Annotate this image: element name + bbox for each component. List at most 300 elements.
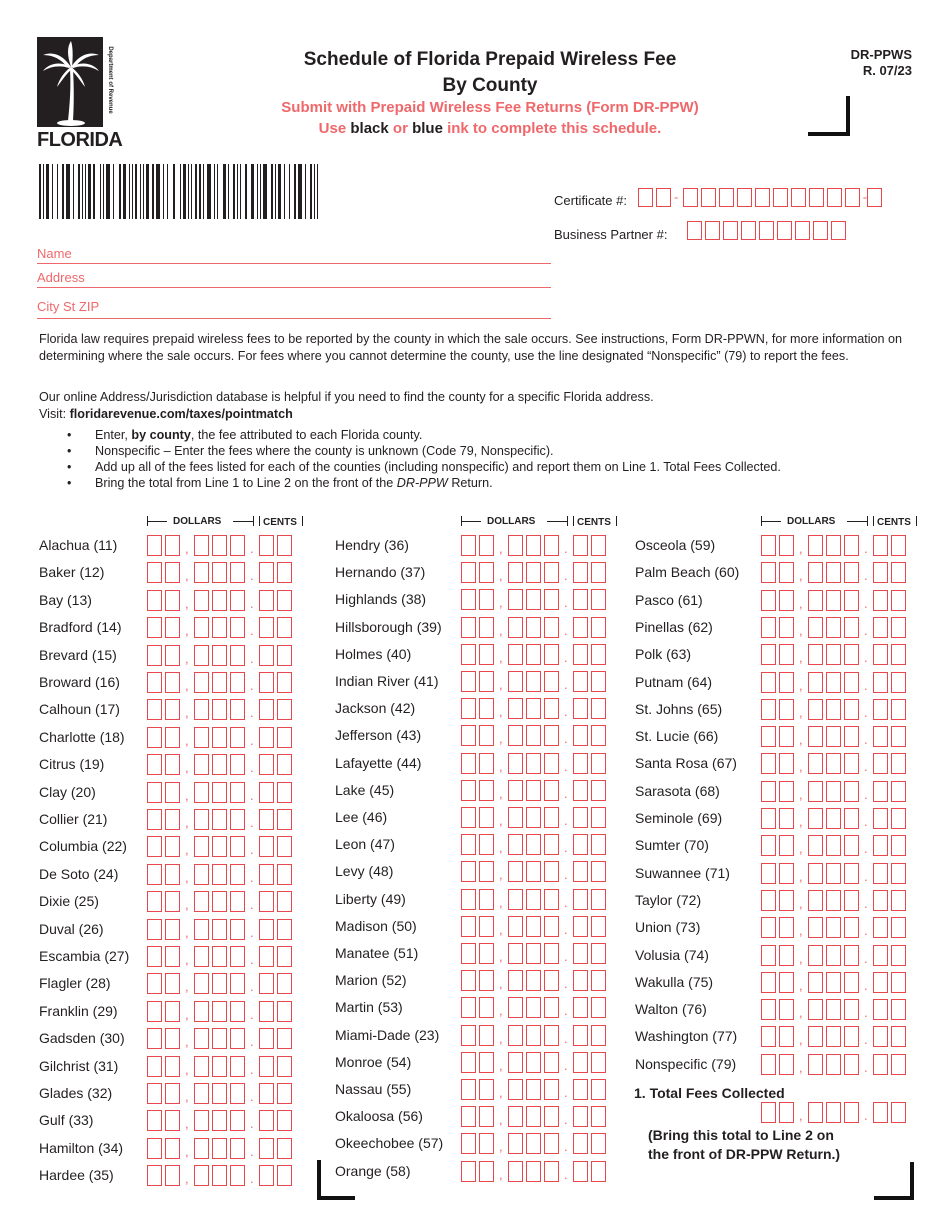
digit-box[interactable] [873,617,888,638]
digit-box[interactable] [165,973,180,994]
digit-box[interactable] [508,644,523,665]
county-fee-input[interactable] [147,891,297,913]
digit-box[interactable] [808,617,823,638]
county-fee-input[interactable] [147,645,297,667]
digit-box[interactable] [526,617,541,638]
digit-box[interactable] [526,943,541,964]
county-fee-input[interactable] [761,781,911,803]
digit-box[interactable] [194,1083,209,1104]
digit-box[interactable] [212,1028,227,1049]
digit-box[interactable] [479,617,494,638]
county-fee-input[interactable] [461,671,611,693]
digit-box[interactable] [212,946,227,967]
county-fee-input[interactable] [761,999,911,1021]
digit-box[interactable] [165,727,180,748]
digit-box[interactable] [212,1083,227,1104]
county-fee-input[interactable] [147,1138,297,1160]
digit-box[interactable] [591,617,606,638]
digit-box[interactable] [212,1110,227,1131]
digit-box[interactable] [573,780,588,801]
digit-box[interactable] [461,889,476,910]
digit-box[interactable] [230,1138,245,1159]
digit-box[interactable] [461,834,476,855]
digit-box[interactable] [526,589,541,610]
digit-box[interactable] [479,943,494,964]
digit-box[interactable] [212,891,227,912]
digit-box[interactable] [573,916,588,937]
digit-box[interactable] [259,1056,274,1077]
digit-box[interactable] [259,1083,274,1104]
digit-box[interactable] [779,699,794,720]
digit-box[interactable] [761,972,776,993]
county-fee-input[interactable] [761,726,911,748]
digit-box[interactable] [508,1079,523,1100]
digit-box[interactable] [277,1028,292,1049]
digit-box[interactable] [230,1110,245,1131]
digit-box[interactable] [479,861,494,882]
digit-box[interactable] [544,1161,559,1182]
county-fee-input[interactable] [147,1110,297,1132]
digit-box[interactable] [573,943,588,964]
digit-box[interactable] [461,861,476,882]
digit-box[interactable] [461,1025,476,1046]
digit-box[interactable] [891,1102,906,1123]
digit-box[interactable] [844,699,859,720]
digit-box[interactable] [808,699,823,720]
digit-box[interactable] [165,1001,180,1022]
digit-box[interactable] [591,1133,606,1154]
digit-box[interactable] [194,1110,209,1131]
digit-box[interactable] [461,671,476,692]
digit-box[interactable] [873,672,888,693]
county-fee-input[interactable] [761,562,911,584]
digit-box[interactable] [591,943,606,964]
digit-box[interactable] [194,699,209,720]
digit-box[interactable] [544,1133,559,1154]
digit-box[interactable] [808,562,823,583]
digit-box[interactable] [544,644,559,665]
county-fee-input[interactable] [147,836,297,858]
digit-box[interactable] [479,1161,494,1182]
digit-box[interactable] [461,725,476,746]
digit-box[interactable] [147,727,162,748]
digit-box[interactable] [526,834,541,855]
digit-box[interactable] [165,562,180,583]
county-fee-input[interactable] [147,1083,297,1105]
digit-box[interactable] [479,644,494,665]
digit-box[interactable] [891,644,906,665]
digit-box[interactable] [779,781,794,802]
county-fee-input[interactable] [147,672,297,694]
county-fee-input[interactable] [761,972,911,994]
digit-box[interactable] [573,535,588,556]
county-fee-input[interactable] [461,807,611,829]
digit-box[interactable] [573,1079,588,1100]
digit-box[interactable] [526,753,541,774]
digit-box[interactable] [873,835,888,856]
digit-box[interactable] [761,890,776,911]
digit-box[interactable] [779,753,794,774]
digit-box[interactable] [461,1161,476,1182]
digit-box[interactable] [194,672,209,693]
digit-box[interactable] [147,919,162,940]
digit-box[interactable] [277,1056,292,1077]
county-fee-input[interactable] [147,1165,297,1187]
county-fee-input[interactable] [461,997,611,1019]
digit-box[interactable] [591,834,606,855]
digit-box[interactable] [461,589,476,610]
county-fee-input[interactable] [147,864,297,886]
digit-box[interactable] [873,890,888,911]
digit-box[interactable] [526,644,541,665]
digit-box[interactable] [277,754,292,775]
digit-box[interactable] [891,999,906,1020]
digit-box[interactable] [779,890,794,911]
digit-box[interactable] [779,1026,794,1047]
digit-box[interactable] [508,780,523,801]
digit-box[interactable] [212,672,227,693]
county-fee-input[interactable] [761,808,911,830]
digit-box[interactable] [761,753,776,774]
digit-box[interactable] [891,781,906,802]
digit-box[interactable] [826,999,841,1020]
digit-box[interactable] [591,1106,606,1127]
digit-box[interactable] [779,535,794,556]
digit-box[interactable] [873,808,888,829]
digit-box[interactable] [873,590,888,611]
digit-box[interactable] [573,1052,588,1073]
total-fees-input[interactable] [761,1102,921,1124]
digit-box[interactable] [873,1102,888,1123]
digit-box[interactable] [591,698,606,719]
digit-box[interactable] [230,1083,245,1104]
digit-box[interactable] [844,863,859,884]
digit-box[interactable] [573,1025,588,1046]
digit-box[interactable] [526,889,541,910]
digit-box[interactable] [761,617,776,638]
digit-box[interactable] [461,997,476,1018]
digit-box[interactable] [873,1054,888,1075]
county-fee-input[interactable] [761,890,911,912]
digit-box[interactable] [194,645,209,666]
digit-box[interactable] [808,672,823,693]
digit-box[interactable] [479,1052,494,1073]
digit-box[interactable] [479,997,494,1018]
digit-box[interactable] [479,725,494,746]
digit-box[interactable] [844,535,859,556]
digit-box[interactable] [212,645,227,666]
digit-box[interactable] [844,672,859,693]
county-fee-input[interactable] [461,725,611,747]
digit-box[interactable] [591,970,606,991]
county-fee-input[interactable] [761,672,911,694]
digit-box[interactable] [808,972,823,993]
digit-box[interactable] [479,834,494,855]
digit-box[interactable] [259,919,274,940]
digit-box[interactable] [526,970,541,991]
digit-box[interactable] [461,916,476,937]
digit-box[interactable] [873,863,888,884]
county-fee-input[interactable] [147,727,297,749]
county-fee-input[interactable] [761,835,911,857]
digit-box[interactable] [844,808,859,829]
digit-box[interactable] [461,753,476,774]
digit-box[interactable] [544,1025,559,1046]
digit-box[interactable] [526,1025,541,1046]
digit-box[interactable] [844,972,859,993]
digit-box[interactable] [544,943,559,964]
county-fee-input[interactable] [461,1106,611,1128]
digit-box[interactable] [147,1165,162,1186]
digit-box[interactable] [147,1001,162,1022]
digit-box[interactable] [779,1054,794,1075]
digit-box[interactable] [544,725,559,746]
digit-box[interactable] [212,836,227,857]
digit-box[interactable] [591,1025,606,1046]
digit-box[interactable] [526,861,541,882]
digit-box[interactable] [891,808,906,829]
county-fee-input[interactable] [761,617,911,639]
digit-box[interactable] [844,890,859,911]
digit-box[interactable] [479,698,494,719]
county-fee-input[interactable] [461,889,611,911]
county-fee-input[interactable] [461,1052,611,1074]
digit-box[interactable] [461,943,476,964]
digit-box[interactable] [591,535,606,556]
digit-box[interactable] [165,1165,180,1186]
county-fee-input[interactable] [761,644,911,666]
digit-box[interactable] [808,1054,823,1075]
digit-box[interactable] [461,1106,476,1127]
digit-box[interactable] [544,562,559,583]
digit-box[interactable] [526,997,541,1018]
digit-box[interactable] [259,1028,274,1049]
digit-box[interactable] [277,946,292,967]
digit-box[interactable] [808,535,823,556]
digit-box[interactable] [194,1138,209,1159]
digit-box[interactable] [508,1133,523,1154]
county-fee-input[interactable] [461,916,611,938]
digit-box[interactable] [873,644,888,665]
digit-box[interactable] [591,1052,606,1073]
digit-box[interactable] [873,1026,888,1047]
digit-box[interactable] [277,1001,292,1022]
digit-box[interactable] [808,1026,823,1047]
digit-box[interactable] [508,997,523,1018]
digit-box[interactable] [891,672,906,693]
digit-box[interactable] [544,589,559,610]
digit-box[interactable] [508,916,523,937]
digit-box[interactable] [508,943,523,964]
county-fee-input[interactable] [761,699,911,721]
digit-box[interactable] [779,617,794,638]
digit-box[interactable] [479,562,494,583]
digit-box[interactable] [779,672,794,693]
digit-box[interactable] [873,726,888,747]
digit-box[interactable] [591,916,606,937]
digit-box[interactable] [259,645,274,666]
digit-box[interactable] [526,807,541,828]
digit-box[interactable] [844,726,859,747]
digit-box[interactable] [194,727,209,748]
digit-box[interactable] [891,863,906,884]
digit-box[interactable] [230,1028,245,1049]
digit-box[interactable] [147,672,162,693]
digit-box[interactable] [165,891,180,912]
digit-box[interactable] [508,671,523,692]
county-fee-input[interactable] [461,1025,611,1047]
digit-box[interactable] [479,916,494,937]
digit-box[interactable] [212,809,227,830]
digit-box[interactable] [461,535,476,556]
digit-box[interactable] [194,1028,209,1049]
digit-box[interactable] [147,1028,162,1049]
digit-box[interactable] [230,919,245,940]
digit-box[interactable] [761,562,776,583]
digit-box[interactable] [194,919,209,940]
digit-box[interactable] [194,1001,209,1022]
digit-box[interactable] [761,672,776,693]
digit-box[interactable] [194,562,209,583]
digit-box[interactable] [526,725,541,746]
digit-box[interactable] [165,645,180,666]
digit-box[interactable] [194,535,209,556]
digit-box[interactable] [808,644,823,665]
digit-box[interactable] [212,590,227,611]
county-fee-input[interactable] [761,917,911,939]
digit-box[interactable] [844,999,859,1020]
digit-box[interactable] [259,672,274,693]
digit-box[interactable] [544,698,559,719]
digit-box[interactable] [826,562,841,583]
digit-box[interactable] [591,807,606,828]
digit-box[interactable] [259,891,274,912]
digit-box[interactable] [761,917,776,938]
digit-box[interactable] [761,1054,776,1075]
digit-box[interactable] [259,809,274,830]
digit-box[interactable] [844,753,859,774]
digit-box[interactable] [147,1110,162,1131]
digit-box[interactable] [526,1161,541,1182]
digit-box[interactable] [212,562,227,583]
digit-box[interactable] [826,535,841,556]
digit-box[interactable] [873,699,888,720]
county-fee-input[interactable] [761,535,911,557]
digit-box[interactable] [891,945,906,966]
digit-box[interactable] [591,589,606,610]
digit-box[interactable] [508,861,523,882]
digit-box[interactable] [826,672,841,693]
county-fee-input[interactable] [147,1001,297,1023]
county-fee-input[interactable] [461,834,611,856]
digit-box[interactable] [826,972,841,993]
digit-box[interactable] [591,753,606,774]
digit-box[interactable] [761,863,776,884]
digit-box[interactable] [165,864,180,885]
digit-box[interactable] [591,1079,606,1100]
digit-box[interactable] [891,617,906,638]
digit-box[interactable] [544,617,559,638]
digit-box[interactable] [844,835,859,856]
digit-box[interactable] [591,644,606,665]
digit-box[interactable] [230,836,245,857]
digit-box[interactable] [779,590,794,611]
digit-box[interactable] [508,889,523,910]
digit-box[interactable] [573,834,588,855]
digit-box[interactable] [891,535,906,556]
digit-box[interactable] [194,754,209,775]
digit-box[interactable] [230,1165,245,1186]
digit-box[interactable] [826,699,841,720]
digit-box[interactable] [277,973,292,994]
digit-box[interactable] [761,1026,776,1047]
digit-box[interactable] [165,1110,180,1131]
digit-box[interactable] [891,890,906,911]
county-fee-input[interactable] [461,535,611,557]
digit-box[interactable] [461,1052,476,1073]
digit-box[interactable] [165,1138,180,1159]
county-fee-input[interactable] [147,809,297,831]
digit-box[interactable] [147,1138,162,1159]
digit-box[interactable] [461,562,476,583]
digit-box[interactable] [259,754,274,775]
digit-box[interactable] [761,999,776,1020]
digit-box[interactable] [230,562,245,583]
digit-box[interactable] [259,836,274,857]
digit-box[interactable] [573,698,588,719]
county-fee-input[interactable] [461,753,611,775]
county-fee-input[interactable] [461,1133,611,1155]
digit-box[interactable] [277,919,292,940]
digit-box[interactable] [165,699,180,720]
digit-box[interactable] [573,617,588,638]
digit-box[interactable] [526,780,541,801]
digit-box[interactable] [230,590,245,611]
digit-box[interactable] [826,781,841,802]
digit-box[interactable] [259,617,274,638]
digit-box[interactable] [259,946,274,967]
digit-box[interactable] [573,562,588,583]
digit-box[interactable] [544,970,559,991]
digit-box[interactable] [212,1001,227,1022]
digit-box[interactable] [147,864,162,885]
digit-box[interactable] [591,725,606,746]
digit-box[interactable] [479,807,494,828]
digit-box[interactable] [277,590,292,611]
county-fee-input[interactable] [461,644,611,666]
digit-box[interactable] [779,917,794,938]
digit-box[interactable] [573,970,588,991]
digit-box[interactable] [526,1052,541,1073]
county-fee-input[interactable] [461,861,611,883]
digit-box[interactable] [544,916,559,937]
digit-box[interactable] [479,1025,494,1046]
digit-box[interactable] [277,836,292,857]
digit-box[interactable] [779,808,794,829]
digit-box[interactable] [259,782,274,803]
digit-box[interactable] [147,699,162,720]
digit-box[interactable] [544,861,559,882]
digit-box[interactable] [194,782,209,803]
digit-box[interactable] [212,699,227,720]
digit-box[interactable] [147,891,162,912]
county-fee-input[interactable] [761,590,911,612]
pointmatch-link[interactable]: floridarevenue.com/taxes/pointmatch [69,407,293,421]
digit-box[interactable] [259,699,274,720]
county-fee-input[interactable] [461,1079,611,1101]
digit-box[interactable] [508,970,523,991]
digit-box[interactable] [573,644,588,665]
